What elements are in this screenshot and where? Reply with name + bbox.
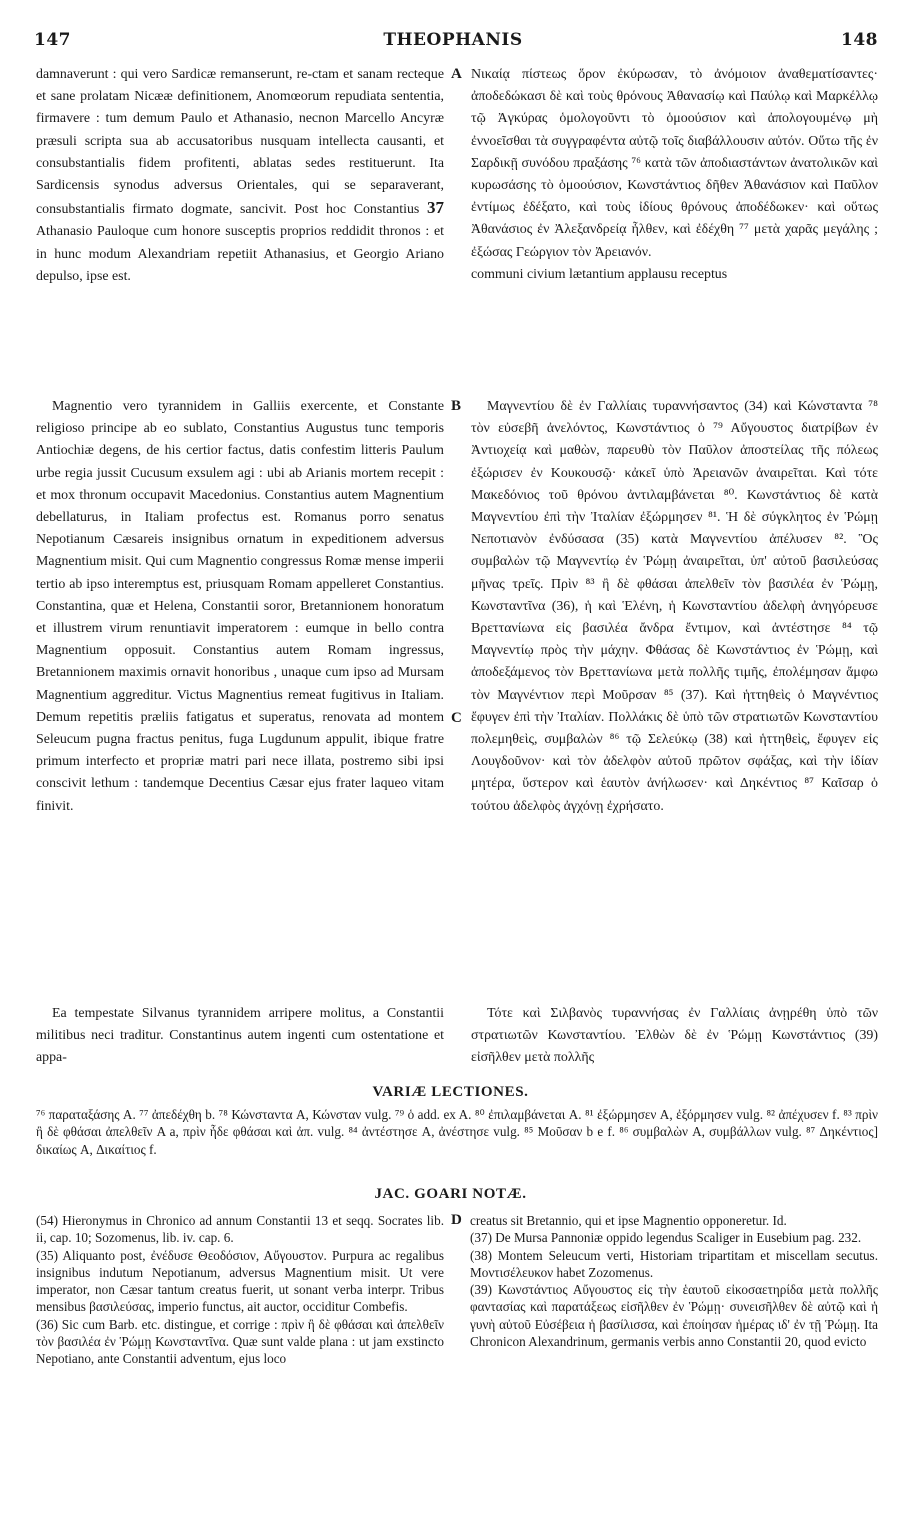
- greek-column: [471, 396, 878, 818]
- latin-column: [36, 64, 444, 288]
- variae-heading: VARIÆ LECTIONES.: [372, 1084, 529, 1100]
- note-entry: (36) Sic cum Barb. etc. distingue, et corrige : πρὶν ἢ δὲ φθάσαι καὶ ἀπελθεῖν τὸν βασιλέα ἐν Ῥώμῃ Κωνσταντῖνα. Quæ sunt valde plana : ut jam exstincto Nepotiano, ante Constantii adventum, ejus loco: [36, 1316, 444, 1367]
- latin-text: Athanasio Pauloque cum honore susceptis proprios reddidit thronos : et in hunc modum Alexandriam repetiit Athanasius, et Georgio Ariano depulso, ipse est.: [36, 224, 444, 284]
- notes-heading: JAC. GOARI NOTÆ.: [374, 1186, 527, 1202]
- latin-gloss-line: communi civium lætantium applausu receptus: [471, 266, 728, 282]
- latin-paragraph: Magnentio vero tyrannidem in Galliis exercente, et Constante religioso principe ab eo sublato, Constantius Augustus tunc temporis Antiochiæ degens, de his certior factus, datis confestim litteris Paulum urbe regia jussit Cucusum exsulem agi : ubi ab Arianis mortem recepit : et mox thronum occupavit Macedonius. Constantius autem Magnentium debellaturus, in Italiam profectus est. Romanus porro senatus Nepotianum Cæsareis insignibus ornatum in expeditionem adversus Magnentium misit. Qui cum Magnentio congressus Romæ mense imperii tertio ab ipso interemptus est, priusquam Romam appelleret Constantius. Constantina, quæ et Helena, Constantii soror, Bretannionem honoratum et illustrem virum renuntiavit imperatorem : eumque in bello contra Magnentium opposuit. Constantius autem Romam ingressus, Bretannionem maximis ornavit honoribus , unaque cum ipso ad Mursam Magnentium aggreditur. Victus Magnentius remeat fugitivus in Italiam. Demum repetitis præliis fatigatus et superatus, renovata ad montem Seleucum pugna fractus penitus, fuga Lugdunum appulit, ibique fratre primum interfecto et propriæ matri pari nece illata, postremo sibi ipsi conscivit lethum : tandemque Decentius Cæsar ejus frater laqueo vitam finivit.: [36, 399, 444, 814]
- latin-text: damnaverunt : qui vero Sardicæ remanserunt, re-ctam et sanam recteque et sane prolatam Nicææ definitionem, Anomœorum repudiata sententia, firmavere : tum demum Paulo et Athanasio, necnon Marcello Ancyræ præsuli scripta sua ab accusatoribus nusquam intellecta causanti, et consubstantialis fidem profitenti, ablatas sedes restituerunt. Ita Sardicensis synodus adversus Orientales, qui se separaverant, consubstantialis firmato dogmate, sancivit. Post hoc Constantius: [36, 67, 444, 218]
- latin-paragraph: [36, 64, 444, 288]
- margin-letter: C: [451, 710, 462, 726]
- margin-letter: B: [451, 398, 462, 414]
- margin-letter: D: [451, 1212, 462, 1228]
- latin-paragraph: Ea tempestate Silvanus tyrannidem arripere molitus, a Constantii militibus neci traditur. Constantinus autem ingenti cum ostentatione et appa-: [36, 1006, 444, 1066]
- notes-right-column: [470, 1212, 878, 1350]
- greek-paragraph: Μαγνεντίου δὲ ἐν Γαλλίαις τυραννήσαντος (34) καὶ Κώνσταντα ⁷⁸ τὸν εὐσεβῆ ἀνελόντος, Κωνστάντιος ὁ ⁷⁹ Αὔγουστος διατρίβων ἐν Ἀντιοχείᾳ καὶ μαθὼν, παρευθὺ τὸν Παῦλον ἀποστείλας τῆς πόλεως ἐξώρισεν ἐν Κουκουσῷ· κἀκεῖ ὑπὸ Ἀρειανῶν ἀναιρεῖται. Καὶ τότε Μακεδόνιος τοῦ θρόνου ἀντιλαμβάνεται ⁸⁰. Κωνστάντιος δὲ κατὰ Μαγνεντίου ἐπὶ τὴν Ἰταλίαν ἐξώρμησεν ⁸¹. Ἡ δὲ σύγκλητος ἐν Ῥώμῃ Νεποτιανὸν ἐνδύσασα (35) κατὰ Μαγνεντίου ἀπέλυσεν ⁸². Ὃς συμβαλὼν τῷ Μαγνεντίῳ ἐν Ῥώμῃ ἀναιρεῖται, ὑπ' αὐτοῦ βασιλεύσας μῆνας τρεῖς. Πρὶν ⁸³ ἢ δὲ φθάσαι ἀπελθεῖν τὸν βασιλέα ἐν Ῥώμῃ, Κωνσταντῖνα (36), ἡ καὶ Ἑλένη, ἡ Κωνσταντίου ἀδελφὴ ἀνηγόρευσε Βρεττανίωνα εἰς βασιλέα ἄνδρα ἔντιμον, καὶ ἀντέστησε ⁸⁴ τῷ Μαγνεντίῳ πρὸς τὴν μάχην. Φθάσας δὲ Κωνστάντιος ἐν Ῥώμῃ, καὶ ἀποδεξάμενος τὸν Βρεττανίωνα μετὰ πολλῆς τιμῆς, ἐπολέμησαν ἄμφω τὸν Μαγνέντιον περὶ Μοῦρσαν ⁸⁵ (37). Καὶ ἡττηθεὶς ὁ Μαγνέντιος ἔφυγεν ἐπὶ τὴν Ἰταλίαν. Πολλάκις δὲ ὑπὸ τῶν στρατιωτῶν Κωνσταντίου πολεμηθεὶς, συμβαλὼν ⁸⁶ τῷ Σελεύκῳ (38) καὶ ἡττηθεὶς, ἔφυγεν εἰς Λουγδοῦνον· καὶ τὸν ἀδελφὸν αὐτοῦ πρῶτον σφάξας, καὶ τὴν ἰδίαν μητέρα, ὕστερον καὶ ἑαυτὸν ἀνήλωσεν· καὶ Δηκέντιος ⁸⁷ Καῖσαρ ὁ τούτου ἀδελφὸς ἀγχόνῃ ἐχρήσατο.: [471, 399, 878, 814]
- note-entry: creatus sit Bretannio, qui et ipse Magnentio opponeretur. Id.: [470, 1213, 787, 1228]
- greek-column: [471, 1003, 878, 1070]
- variae-text: ⁷⁶ παραταξάσης A. ⁷⁷ ἀπεδέχθη b. ⁷⁸ Κώνσταντα A, Κώνσταν vulg. ⁷⁹ ὁ add. ex A. ⁸⁰ ἐπιλαμβάνεται A. ⁸¹ ἐξώρμησεν A, ἐξόρμησεν vulg. ⁸² ἀπέχυσεν f. ⁸³ πρὶν ἢ δὲ φθάσαι ἀπελθεῖν A a, πρὶν ἦδε φθάσαι καὶ ἀπ. vulg. ⁸⁴ ἀντέστησε A, ἀνέστησε vulg. ⁸⁵ Μοῦσαν b e f. ⁸⁶ συμβαλὼν A, συμβάλλων vulg. ⁸⁷ Δηκέντιος] δικαίως A, Δικαίτιος f.: [36, 1107, 878, 1157]
- variae-lectiones: [36, 1106, 878, 1158]
- note-entry: (35) Aliquanto post, ἐνέδυσε Θεοδόσιον, Αὔγουστον. Purpura ac regalibus insignibus indutum Nepotianum, adversus Magnentium misit. Ut vere imperator, non Cæsar tantum creatus fuerit, ut sonant verba interpr. Tribus mensibus βασιλεύσας, imperio functus, ait auctor, occiditur Combefis.: [36, 1247, 444, 1315]
- latin-column: [36, 396, 444, 818]
- page-number-right: 148: [841, 30, 878, 50]
- running-title: THEOPHANIS: [383, 30, 523, 50]
- margin-letter: A: [451, 66, 462, 82]
- note-entry: (39) Κωνστάντιος Αὔγουστος εἰς τὴν ἑαυτοῦ εἰκοσαετηρίδα μετὰ πολλῆς φαντασίας καὶ παρατάξεως εἰσῆλθεν ἐν Ῥώμῃ· συνεισῆλθεν δὲ αὐτῷ καὶ ἡ γυνὴ αὐτοῦ Εὐσέβεια ἡ βασίλισσα, καὶ ἐποίησαν ἡμέρας ιδ' ἐν τῇ Ῥώμῃ. Ita Chronicon Alexandrinum, germanis verbis anno Constantii 20, quod evicto: [470, 1282, 878, 1350]
- note-entry: (37) De Mursa Pannoniæ oppido legendus Scaliger in Eusebium pag. 232.: [470, 1230, 862, 1246]
- page-number-left: 147: [34, 30, 71, 50]
- notes-left-column: [36, 1212, 444, 1368]
- greek-paragraph: Τότε καὶ Σιλβανὸς τυραννήσας ἐν Γαλλίαις ἀνῃρέθη ὑπὸ τῶν στρατιωτῶν Κωνσταντίου. Ἐλθὼν δὲ ἐν Ῥώμῃ Κωνστάντιος (39) εἰσῆλθεν μετὰ πολλῆς: [471, 1006, 878, 1066]
- section-marker: 37: [427, 198, 444, 218]
- note-entry: (54) Hieronymus in Chronico ad annum Constantii 13 et seqq. Socrates lib. ii, cap. 10; Sozomenus, lib. iv. cap. 6.: [36, 1213, 444, 1246]
- greek-column: [471, 64, 878, 286]
- running-header: [28, 30, 878, 56]
- note-entry: (38) Montem Seleucum verti, Historiam tripartitam et miscellam secutus. Μοντισέλευκον habet Zozomenus.: [470, 1247, 878, 1280]
- greek-paragraph: Νικαίᾳ πίστεως ὅρον ἐκύρωσαν, τὸ ἀνόμοιον ἀναθεματίσαντες· ἀποδεδώκασι δὲ καὶ τοὺς θρόνους Ἀθανασίῳ καὶ Παύλῳ καὶ Μαρκέλλῳ τῷ Ἀγκύρας ὁμολογοῦντι τὸ ὁμοούσιον καὶ ἀπολογουμένῳ μὴ ἐννοεῖσθαι τὰ συγγραφέντα αὐτῷ τοῖς διαβάλλουσιν αὐτόν. Οὕτω τῆς ἐν Σαρδικῇ συνόδου πραξάσης ⁷⁶ κατὰ τῶν ἀποδιαστάντων ἀνατολικῶν καὶ κυρωσάσης τὸ ὁμοούσιον, Κωνστάντιος δῆθεν Ἀθανάσιον καὶ Παῦλον ἐντίμως ἐδέξατο, καὶ τοὺς ἰδίους θρόνους ἀποδέδωκεν· καὶ οὕτως Ἀθανάσιος ἐν Ἀλεξανδρείᾳ ἦλθεν, καὶ ἐδέχθη ⁷⁷ μετὰ χαρᾶς μεγάλης ; ἐξώσας Γεώργιον τὸν Ἀρειανόν.: [471, 67, 878, 260]
- latin-column: [36, 1003, 444, 1070]
